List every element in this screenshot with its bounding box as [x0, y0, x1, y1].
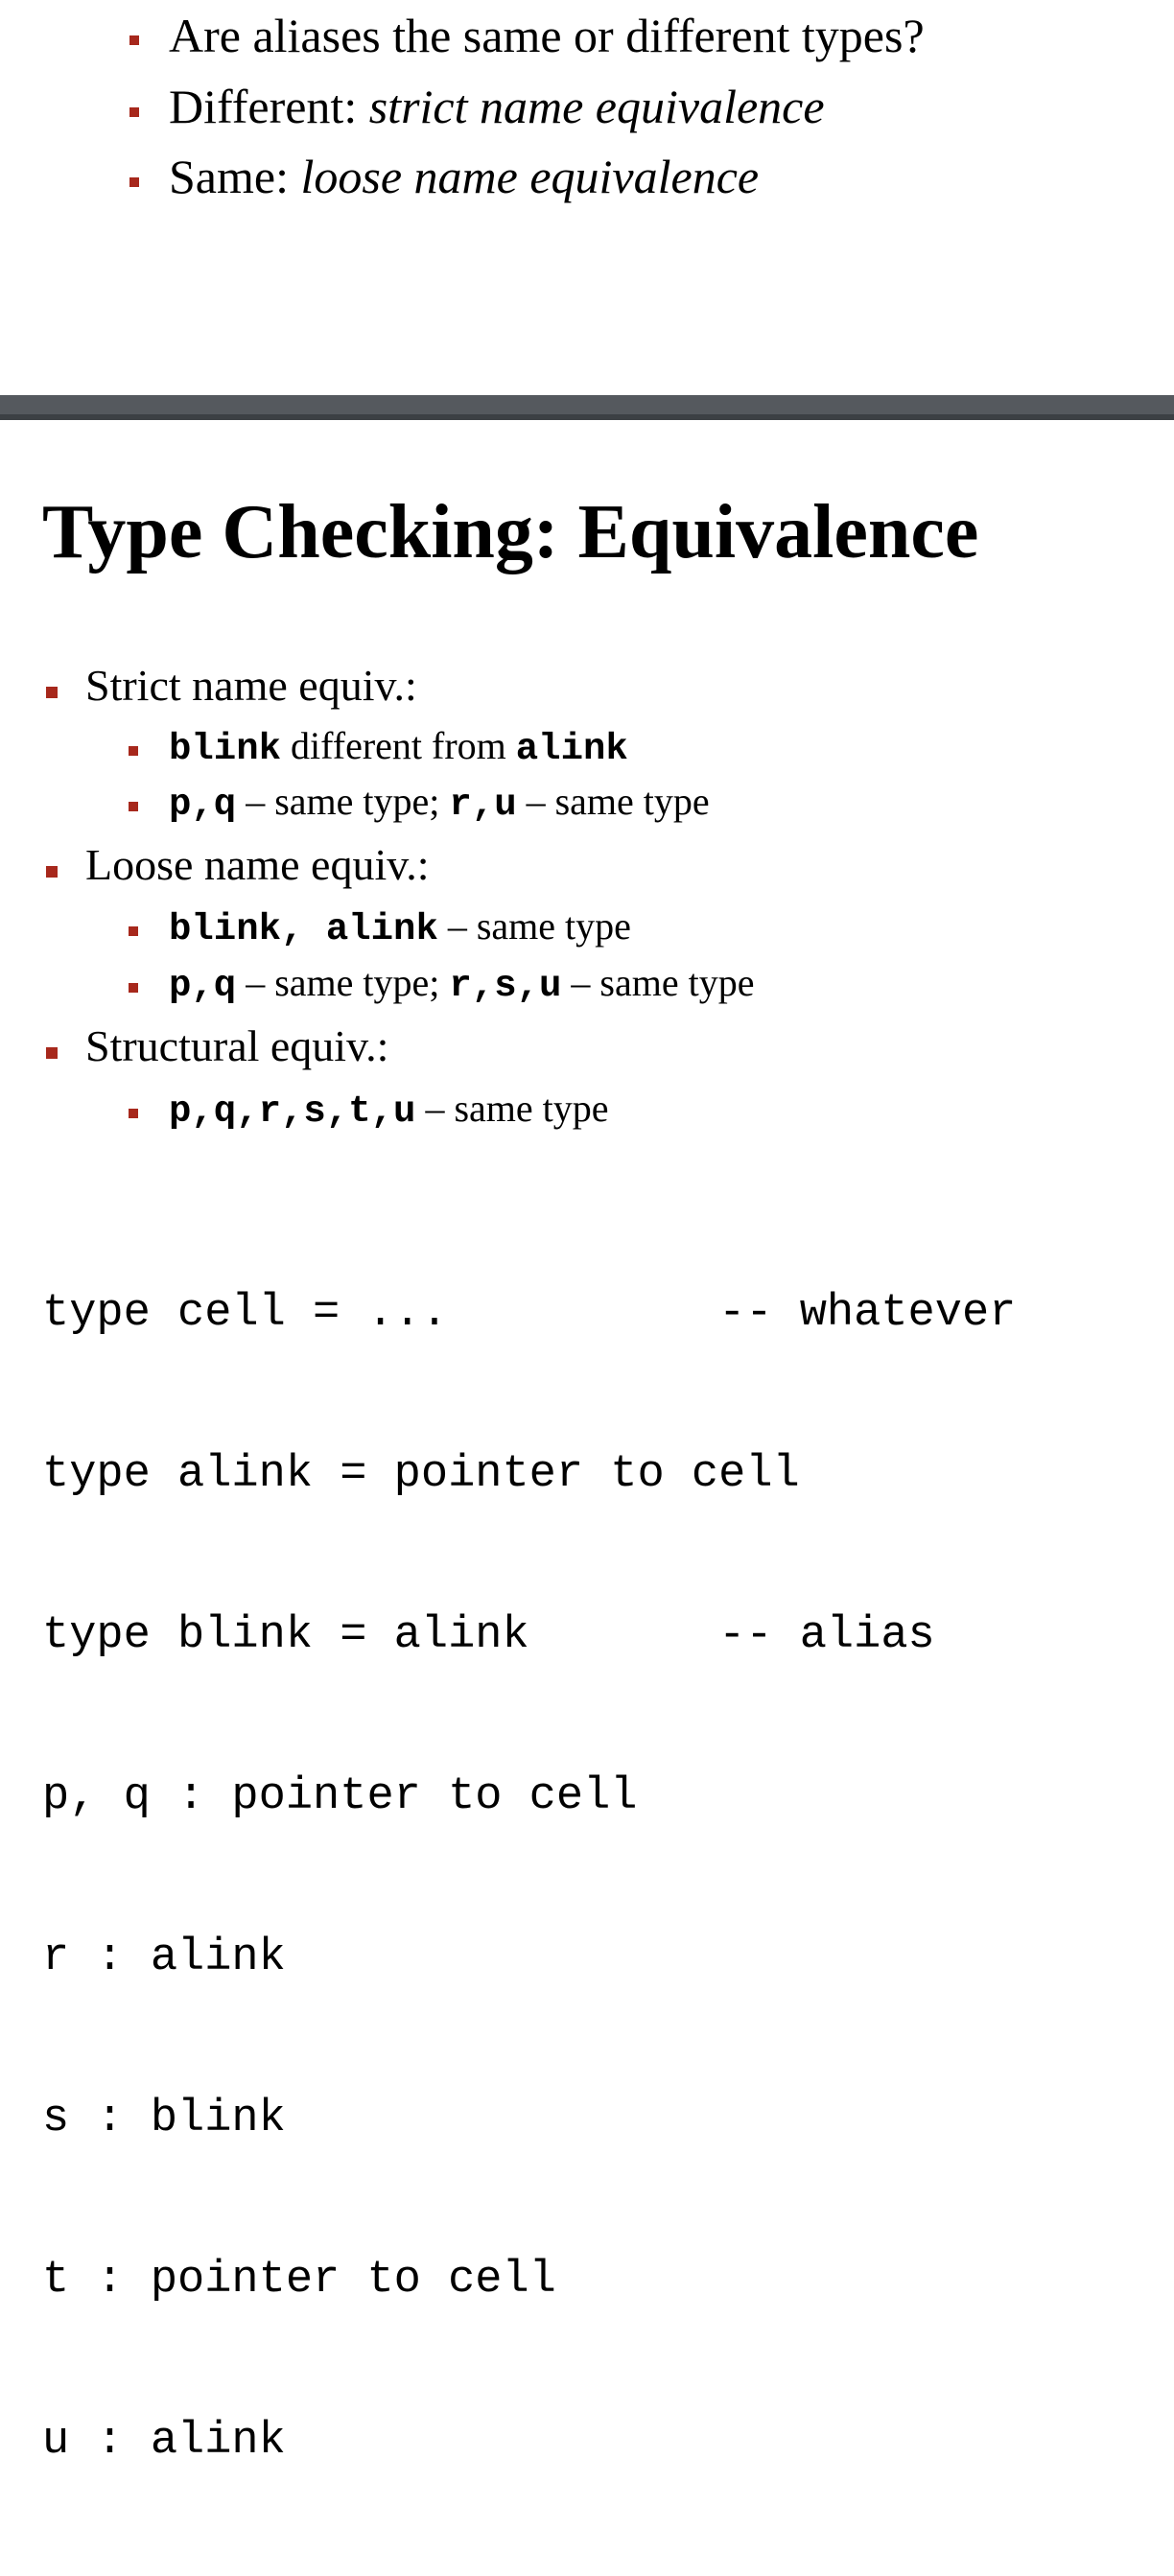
- code-block: [42, 1180, 1016, 2576]
- bullet-square-icon: [129, 1109, 138, 1118]
- section-strict-label: Strict name equiv.:: [85, 661, 417, 710]
- bullet-square-icon: [46, 866, 58, 878]
- code-line: type blink = alink -- alias: [42, 1610, 935, 1661]
- bullet-aliases-question: Are aliases the same or different types?: [169, 9, 925, 62]
- slide: [0, 420, 1174, 2467]
- bullet-square-icon: [129, 926, 138, 936]
- strict-item-1: blink different from alink: [169, 724, 628, 770]
- bullet-square-icon: [129, 177, 139, 187]
- section-structural-label: Structural equiv.:: [85, 1021, 389, 1070]
- bullet-strict-name-equivalence: Different: strict name equivalence: [169, 80, 825, 133]
- code-line: r : alink: [42, 1932, 286, 1983]
- code-line: type cell = ... -- whatever: [42, 1288, 1017, 1339]
- bullet-square-icon: [129, 107, 139, 117]
- code-line: type alink = pointer to cell: [42, 1449, 800, 1500]
- code-line: t : pointer to cell: [42, 2255, 556, 2306]
- bullet-square-icon: [129, 802, 138, 811]
- slide-title: Type Checking: Equivalence: [42, 490, 979, 574]
- code-line: p, q : pointer to cell: [42, 1771, 638, 1822]
- slide-divider: [0, 395, 1174, 420]
- previous-slide: [0, 0, 1174, 395]
- section-loose-label: Loose name equiv.:: [85, 840, 430, 889]
- loose-item-2: p,q – same type; r,s,u – same type: [169, 961, 755, 1007]
- bullet-loose-name-equivalence: Same: loose name equivalence: [169, 150, 760, 203]
- bullet-square-icon: [129, 983, 138, 993]
- bullet-square-icon: [129, 746, 138, 756]
- structural-item-1: p,q,r,s,t,u – same type: [169, 1087, 609, 1133]
- code-line: s : blink: [42, 2094, 286, 2144]
- code-line: u : alink: [42, 2416, 286, 2467]
- bullet-square-icon: [129, 35, 139, 45]
- strict-item-2: p,q – same type; r,u – same type: [169, 780, 710, 826]
- loose-item-1: blink, alink – same type: [169, 904, 631, 950]
- bullet-square-icon: [46, 1047, 58, 1059]
- bullet-square-icon: [46, 687, 58, 698]
